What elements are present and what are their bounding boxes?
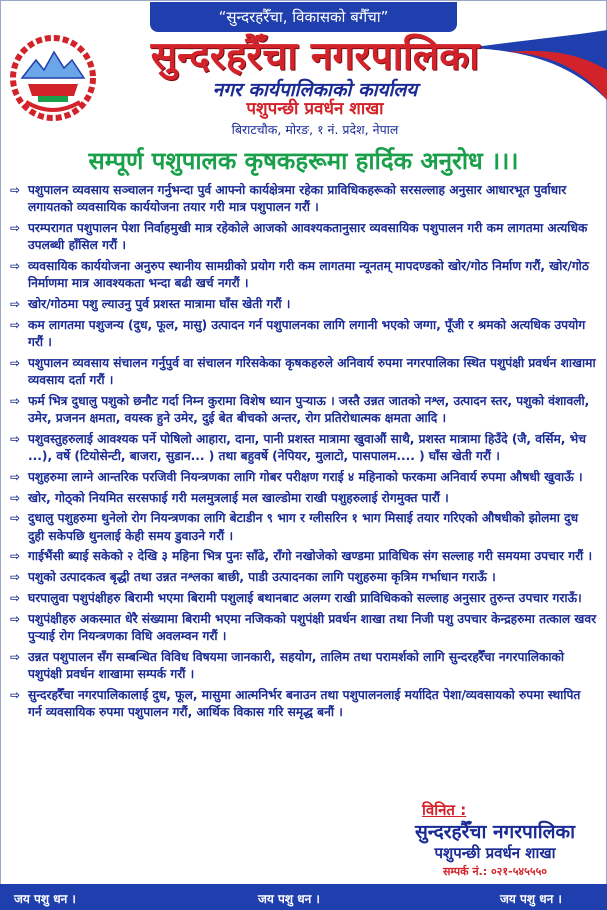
municipal-emblem-icon [8,30,98,122]
bullet-arrow-icon: ⇨ [10,590,21,605]
bullet-arrow-icon: ⇨ [10,687,21,702]
bullet-arrow-icon: ⇨ [10,221,21,235]
footer-slogan: जय पशु धन । [500,892,562,906]
list-item-text: खोर, गोठ्को नियमित सरसफाई गरी मलमुत्रलाई मल खाल्डोमा राखी पशुहरुलाई रोगमुक्त पारौं । [28,490,449,505]
bullet-arrow-icon: ⇨ [10,317,21,332]
list-item-text: फर्म भित्र दुधालु पशुको छनौट गर्दा निम्न कुरामा विशेष ध्यान पुऱ्याऊ । जस्तै उन्नत जातको नश्ल, उत्पादन स्तर, पशुको वंशावली, उमेर, प्रजनन क्षमता, वयस्क हुने उमेर, दुई बेत बीचको अन्तर, रोग प्रतिरोधात्मक क्षमता आदि । [28,393,590,425]
bullet-arrow-icon: ⇨ [10,355,21,370]
footer [0,884,607,910]
list-item [8,355,598,389]
list-item [8,510,598,544]
list-item-text: व्यवसायिक कार्ययोजना अनुरुप स्थानीय सामग्रीको प्रयोग गरी कम लागतमा न्यूनतम् मापदण्डको खोर/गोठ निर्माण गरौं, खोर/गोठ निर्माणमा मात्र आवश्यकता भन्दा बढी खर्च नगरौं । [28,259,589,291]
list-item-text: घरपालुवा पशुपंक्षीहरु बिरामी भएमा बिरामी पशुलाई बथानबाट अलग्ग राखी प्राविधिकको सल्लाह अनुसार तुरुन्त उपचार गराऊँ। [28,590,582,605]
municipality-title: सुन्दरहरैँचा नगरपालिका [150,34,480,79]
list-item-text: पशुको उत्पादकत्व बृद्धी तथा उन्नत नश्लका बाछी, पाडी उत्पादनका लागि पशुहरुमा कृत्रिम गर्भाधान गराऊँ । [28,570,496,585]
list-item [8,220,598,254]
list-item-text: पशुहरुमा लाग्ने आन्तरिक परजिवी नियन्त्रणका लागि गोबर परीक्षण गराई ४ महिनाको फरकमा अनिवार्य रुपमा औषधी खुवाऊँ । [28,469,583,484]
list-item-text: पशुवस्तुहरुलाई आवश्यक पर्ने पोषिलो आहारा, दाना, पानी प्रशस्त मात्रामा खुवाऔं साथै, प्रशस्त मात्रामा हिउँदे (जै, वर्सिम, भेच ...), वर्षे (टियोसेन्टी, बाजरा, सुडान... ) तथा बहुवर्षे (नेपियर, मुलाटो, पासपालम.... ) घाँस खेती गरौं । [28,431,586,463]
bullet-arrow-icon: ⇨ [10,259,21,273]
list-item [8,569,598,586]
advice-list [8,182,598,725]
bullet-arrow-icon: ⇨ [10,649,21,664]
slogan-banner [150,2,457,32]
bullet-arrow-icon: ⇨ [10,611,21,626]
appeal-heading: सम्पूर्ण पशुपालक कृषकहरूमा हार्दिक अनुरोध ।।। [88,147,519,175]
list-item [8,590,598,607]
list-item [8,490,598,507]
bullet-arrow-icon: ⇨ [10,549,21,564]
list-item-text: कम लागतमा पशुजन्य (दुध, फूल, मासु) उत्पादन गर्न पशुपालनका लागि लगानी भएको जग्गा, पूँजी र श्रमको अत्यधिक उपयोग गरौं । [28,317,586,349]
bullet-arrow-icon: ⇨ [10,393,21,408]
bullet-arrow-icon: ⇨ [10,431,21,446]
list-item-text: पशुपालन व्यवसाय सञ्चालन गर्नुभन्दा पुर्व आफ्नो कार्यक्षेत्रमा रहेका प्राविधिकहरूको सरसल्लाह अनुसार आधारभूत पुर्वाधार लगायतको व्यवसायिक कार्ययोजना तयार गरी मात्र पशुपालन गरौं । [28,183,567,215]
contact-number: सम्पर्क नं.: ०२१-५४५५५० [442,865,548,878]
list-item [8,548,598,565]
list-item-text: परम्परागत पशुपालन पेशा निर्वाहमुखी मात्र रहेकोले आजको आवश्यकतानुसार व्यवसायिक पशुपालन गरी कम लागतमा अत्यधिक उपलब्धी हाँसिल गरौं । [28,221,588,253]
list-item [8,258,598,292]
list-item [8,469,598,486]
list-item-text: खोर/गोठमा पशु ल्याउनु पुर्व प्रशस्त मात्रामा घाँस खेती गरौं । [28,297,291,311]
footer-slogan: जय पशु धन । [14,892,76,906]
list-item-text: सुन्दरहरैँचा नगरपालिकालाई दुध, फूल, मासुमा आत्मनिर्भर बनाउन तथा पशुपालनलाई मर्यादित पेशा/व्यवसायको रुपमा स्थापित गर्न व्यवसायिक रुपमा पशुपालन गरौं, आर्थिक विकास गरि समृद्ध बनौं । [28,687,581,719]
signature-label: विनित : [422,801,467,819]
bullet-arrow-icon: ⇨ [10,297,21,311]
signature-org: सुन्दरहरैँचा नगरपालिका [414,821,576,843]
office-name: नगर कार्यपालिकाको कार्यालय [212,79,418,101]
list-item-text: दुधालु पशुहरुमा थुनेलो रोग नियन्त्रणका लागि बेटाडीन ९ भाग र ग्लीसरिन १ भाग मिसाई तयार गरिएको औषधीको झोलमा दुध दुही सकेपछि थुनलाई केही समय डुवाउने गरौं । [28,511,579,543]
list-item [8,431,598,465]
signature-branch: पशुपन्छी प्रवर्धन शाखा [434,844,556,862]
list-item-text: पशुपंक्षीहरु अकस्मात धेरै संख्यामा बिरामी भएमा नजिकको पशुपंक्षी प्रवर्धन शाखा तथा निजी पशु उपचार केन्द्रहरुमा तत्काल खवर पुऱ्याई रोग नियन्त्रणका विधि अवलम्वन गरौं । [28,611,597,643]
slogan-text: “सुन्दरहरैँचा, विकासको बगैँचा” [218,8,389,26]
address: बिराटचौक, मोरङ, १ नं. प्रदेश, नेपाल [231,122,399,137]
branch-name: पशुपन्छी प्रवर्धन शाखा [246,99,384,119]
list-item-text: गाईभैंसी ब्याई सकेको २ देखि ३ महिना भित्र पुनः साँढे, राँगो नखोजेको खण्डमा प्राविधिक संग सल्लाह गरी समयमा उपचार गरौं । [28,549,593,564]
list-item [8,649,598,683]
list-item-text: पशुपालन व्यवसाय संचालन गर्नुपुर्व वा संचालन गरिसकेका कृषकहरुले अनिवार्य रुपमा नगरपालिका स्थित पशुपंक्षी प्रवर्धन शाखामा व्यवसाय दर्ता गरौं । [28,355,596,387]
bullet-arrow-icon: ⇨ [10,469,21,484]
bullet-arrow-icon: ⇨ [10,183,21,197]
list-item [8,393,598,427]
list-item [8,296,598,313]
list-item [8,611,598,645]
bullet-arrow-icon: ⇨ [10,490,21,505]
list-item [8,182,598,216]
footer-slogan: जय पशु धन । [258,892,320,906]
list-item-text: उन्नत पशुपालन सँग सम्बन्धित विविध विषयमा जानकारी, सहयोग, तालिम तथा परामर्शको लागि सुन्दरहरैँचा नगरपालिकाको पशुपंक्षी प्रवर्धन शाखामा सम्पर्क गरौं । [28,649,565,681]
bullet-arrow-icon: ⇨ [10,511,21,526]
list-item [8,687,598,721]
bullet-arrow-icon: ⇨ [10,570,21,585]
list-item [8,317,598,351]
